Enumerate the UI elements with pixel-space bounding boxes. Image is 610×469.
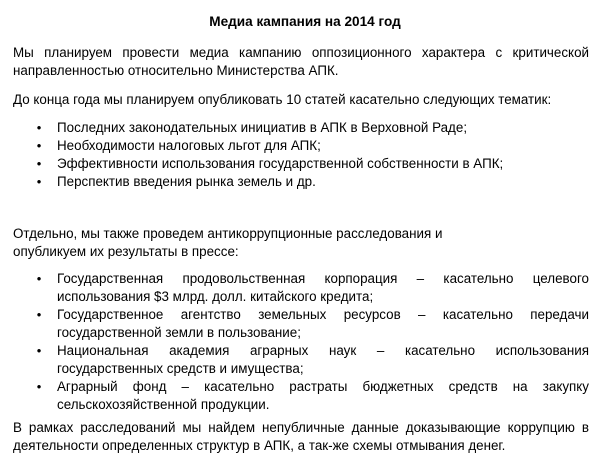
- bullet-icon: •: [36, 138, 42, 153]
- list-item-text: Перспектив введения рынка земель и др.: [57, 174, 316, 189]
- bullet-icon: •: [36, 307, 42, 322]
- conclusion-paragraph: В рамках расследований мы найдем непубличные данные доказывающие коррупцию в деятельности определенных структур в АПК, а так-же схемы отмывания денег.: [13, 420, 589, 453]
- list-item: [0, 342, 589, 378]
- list-item: [0, 270, 589, 306]
- list-item-text: Аграрный фонд – касательно растраты бюджетных средств на закупку сельскохозяйственной продукции.: [57, 379, 589, 412]
- bullet-icon: •: [36, 343, 42, 358]
- list-item: [0, 378, 589, 414]
- bullet-icon: •: [36, 120, 42, 135]
- list-item-text: Необходимости налоговых льгот для АПК;: [57, 138, 321, 153]
- bullet-icon: •: [36, 174, 42, 189]
- bullet-icon: •: [36, 156, 42, 171]
- list-item-text: Последних законодательных инициатив в АПК в Верховной Раде;: [57, 120, 468, 135]
- plan-intro-paragraph: До конца года мы планируем опубликовать 10 статей касательно следующих тематик:: [13, 92, 552, 107]
- list-item: [0, 173, 589, 191]
- investigations-intro-paragraph: Отдельно, мы также проведем антикоррупционные расследования и опубликуем их результаты в прессе:: [13, 226, 443, 259]
- document-title: Медиа кампания на 2014 год: [209, 14, 401, 29]
- list-item: [0, 155, 589, 173]
- list-item-text: Эффективности использования государственной собственности в АПК;: [57, 156, 504, 171]
- topics-list: [0, 119, 610, 191]
- investigations-list: [0, 270, 610, 414]
- intro-paragraph: Мы планируем провести медиа кампанию оппозиционного характера с критической направленностью относительно Министерства АПК.: [13, 45, 589, 78]
- list-item-text: Государственная продовольственная корпорация – касательно целевого использования $3 млрд. долл. китайского кредита;: [57, 271, 589, 304]
- list-item-text: Национальная академия аграрных наук – касательно использования государственных средств и имущества;: [57, 343, 589, 376]
- bullet-icon: •: [36, 379, 42, 394]
- list-item: [0, 306, 589, 342]
- list-item: [0, 119, 589, 137]
- bullet-icon: •: [36, 271, 42, 286]
- list-item-text: Государственное агентство земельных ресурсов – касательно передачи государственной земли в пользование;: [57, 307, 589, 340]
- list-item: [0, 137, 589, 155]
